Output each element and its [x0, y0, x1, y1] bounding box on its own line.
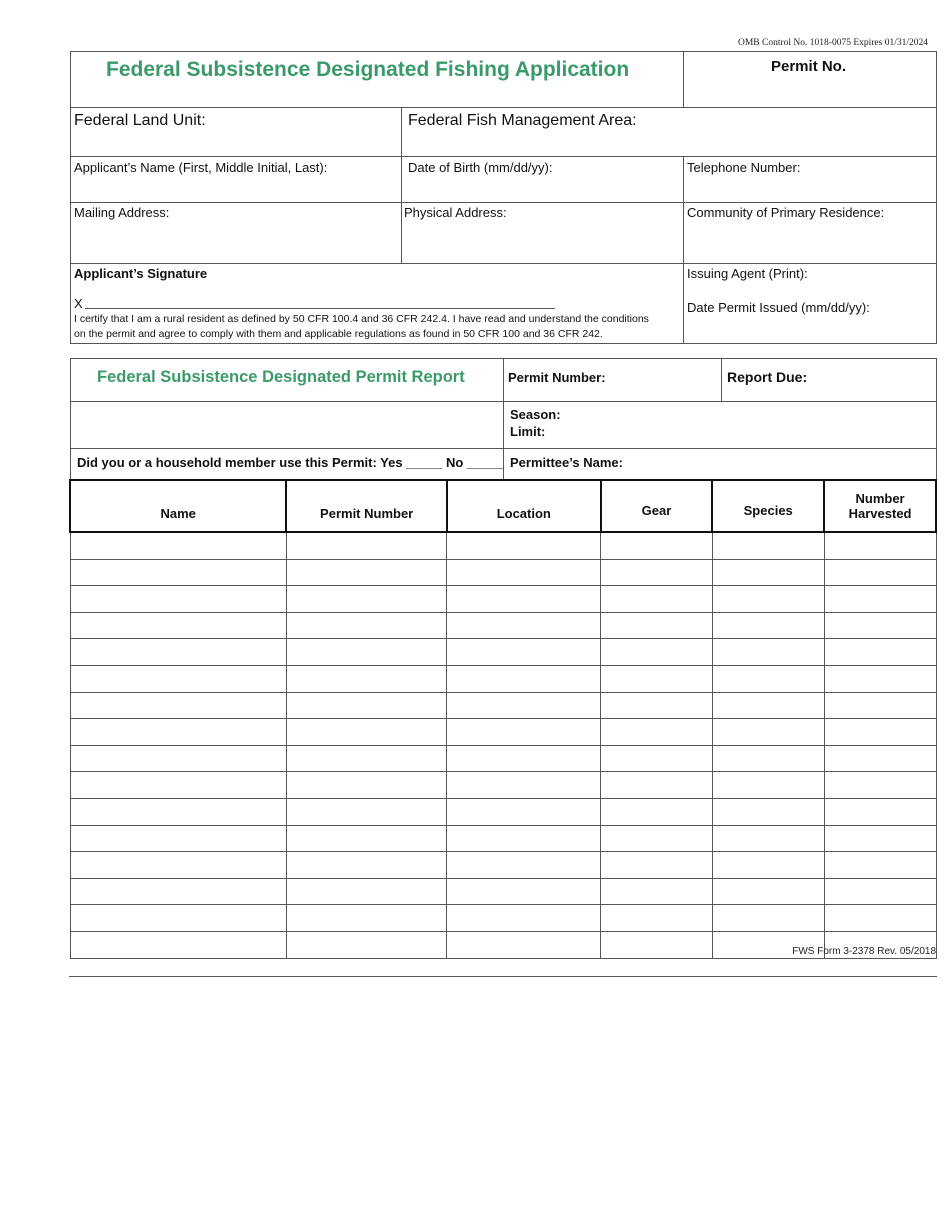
table-cell[interactable] [70, 878, 286, 905]
column-header-name: Name [70, 480, 286, 532]
divider [71, 202, 936, 203]
table-cell[interactable] [286, 612, 447, 639]
table-cell[interactable] [286, 692, 447, 719]
table-cell[interactable] [447, 745, 601, 772]
table-cell[interactable] [70, 905, 286, 932]
table-row [70, 559, 936, 586]
table-cell[interactable] [286, 878, 447, 905]
form-title: Federal Subsistence Designated Fishing Application [106, 58, 630, 81]
table-cell[interactable] [601, 905, 713, 932]
table-cell[interactable] [601, 825, 713, 852]
divider [71, 263, 936, 264]
table-row [70, 586, 936, 613]
table-row [70, 639, 936, 666]
table-cell[interactable] [447, 852, 601, 879]
table-cell[interactable] [286, 745, 447, 772]
table-cell[interactable] [824, 798, 936, 825]
table-cell[interactable] [70, 825, 286, 852]
table-row [70, 825, 936, 852]
table-cell[interactable] [601, 878, 713, 905]
date-issued-field[interactable]: Date Permit Issued (mm/dd/yy): [687, 300, 870, 315]
permit-report [70, 358, 937, 480]
table-cell[interactable] [824, 905, 936, 932]
certification-line-2: on the permit and agree to comply with them and applicable regulations as found in 50 CFR 100 and 36 CFR 242. [74, 328, 603, 340]
table-cell[interactable] [447, 532, 601, 559]
divider [401, 107, 402, 263]
table-row [70, 719, 936, 746]
table-cell[interactable] [712, 798, 824, 825]
issuing-agent-field[interactable]: Issuing Agent (Print): [687, 266, 808, 281]
table-cell[interactable] [70, 745, 286, 772]
community-field[interactable]: Community of Primary Residence: [687, 205, 885, 220]
column-header-number-harvested: Number Harvested [824, 480, 936, 532]
application-form [70, 51, 937, 344]
table-cell[interactable] [286, 532, 447, 559]
divider [683, 52, 684, 107]
table-cell[interactable] [824, 665, 936, 692]
column-header-location: Location [447, 480, 601, 532]
table-cell[interactable] [286, 586, 447, 613]
table-cell[interactable] [70, 719, 286, 746]
report-title: Federal Subsistence Designated Permit Report [97, 368, 465, 386]
table-cell[interactable] [712, 878, 824, 905]
table-cell[interactable] [601, 772, 713, 799]
permit-use-question[interactable]: Did you or a household member use this Permit: Yes _____ No _____ [77, 455, 504, 470]
table-cell[interactable] [824, 612, 936, 639]
table-cell[interactable] [601, 692, 713, 719]
table-cell[interactable] [286, 798, 447, 825]
table-row [70, 665, 936, 692]
table-cell[interactable] [601, 612, 713, 639]
table-cell[interactable] [447, 586, 601, 613]
table-cell[interactable] [824, 772, 936, 799]
table-cell[interactable] [70, 772, 286, 799]
table-cell[interactable] [824, 559, 936, 586]
table-cell[interactable] [824, 825, 936, 852]
divider [721, 359, 722, 401]
table-cell[interactable] [447, 719, 601, 746]
applicant-name-field[interactable]: Applicant’s Name (First, Middle Initial, Last): [74, 160, 328, 175]
table-cell[interactable] [601, 559, 713, 586]
table-cell[interactable] [70, 665, 286, 692]
table-cell[interactable] [286, 852, 447, 879]
table-cell[interactable] [70, 852, 286, 879]
table-cell[interactable] [712, 639, 824, 666]
table-cell[interactable] [447, 878, 601, 905]
phone-field[interactable]: Telephone Number: [687, 160, 801, 175]
table-row [70, 692, 936, 719]
table-cell[interactable] [601, 719, 713, 746]
form-number: FWS Form 3-2378 Rev. 05/2018 [792, 946, 936, 957]
table-cell[interactable] [712, 665, 824, 692]
permit-no-label: Permit No. [771, 58, 847, 75]
table-cell[interactable] [712, 586, 824, 613]
table-cell[interactable] [824, 639, 936, 666]
table-row [70, 532, 936, 559]
table-cell[interactable] [824, 852, 936, 879]
table-cell[interactable] [601, 586, 713, 613]
column-header-permit-number: Permit Number [286, 480, 447, 532]
table-cell[interactable] [70, 798, 286, 825]
table-cell[interactable] [447, 798, 601, 825]
table-cell[interactable] [286, 772, 447, 799]
table-cell[interactable] [601, 665, 713, 692]
table-row [70, 612, 936, 639]
table-cell[interactable] [447, 772, 601, 799]
signature-label: Applicant’s Signature [74, 266, 208, 281]
table-cell[interactable] [70, 532, 286, 559]
table-cell[interactable] [70, 931, 286, 958]
table-cell[interactable] [712, 719, 824, 746]
table-cell[interactable] [824, 532, 936, 559]
table-cell[interactable] [70, 692, 286, 719]
table-cell[interactable] [601, 639, 713, 666]
table-cell[interactable] [712, 825, 824, 852]
divider [683, 156, 684, 343]
table-cell[interactable] [286, 931, 447, 958]
table-cell[interactable] [70, 586, 286, 613]
table-cell[interactable] [712, 852, 824, 879]
table-cell[interactable] [70, 559, 286, 586]
table-cell[interactable] [286, 719, 447, 746]
permit-number-field[interactable]: Permit Number: [508, 370, 606, 385]
table-row [70, 772, 936, 799]
table-cell[interactable] [447, 639, 601, 666]
table-cell[interactable] [712, 612, 824, 639]
table-cell[interactable] [70, 639, 286, 666]
table-cell[interactable] [447, 905, 601, 932]
signature-line[interactable] [85, 308, 555, 309]
table-row [70, 798, 936, 825]
divider [503, 359, 504, 479]
divider [71, 107, 936, 108]
table-cell[interactable] [712, 532, 824, 559]
table-cell[interactable] [447, 692, 601, 719]
table-cell[interactable] [601, 852, 713, 879]
table-cell[interactable] [712, 772, 824, 799]
fish-area-field[interactable]: Federal Fish Management Area: [408, 112, 637, 129]
table-cell[interactable] [824, 586, 936, 613]
column-header-species: Species [712, 480, 824, 532]
land-unit-field[interactable]: Federal Land Unit: [74, 112, 206, 129]
divider [71, 448, 936, 449]
table-cell[interactable] [712, 745, 824, 772]
table-cell[interactable] [286, 905, 447, 932]
table-cell[interactable] [601, 798, 713, 825]
divider [71, 156, 936, 157]
table-cell[interactable] [286, 825, 447, 852]
table-cell[interactable] [712, 559, 824, 586]
omb-control-number: OMB Control No. 1018-0075 Expires 01/31/2024 [738, 38, 928, 48]
table-cell[interactable] [712, 692, 824, 719]
table-cell[interactable] [712, 905, 824, 932]
table-row [70, 852, 936, 879]
mailing-address-field[interactable]: Mailing Address: [74, 205, 170, 220]
table-cell[interactable] [824, 719, 936, 746]
table-cell[interactable] [447, 825, 601, 852]
table-cell[interactable] [447, 665, 601, 692]
physical-address-field[interactable]: Physical Address: [404, 205, 507, 220]
certification-line-1: I certify that I am a rural resident as defined by 50 CFR 100.4 and 36 CFR 242.4. I have read and understand the conditions [74, 313, 649, 325]
table-cell[interactable] [824, 878, 936, 905]
table-header-row [70, 480, 936, 532]
signature-mark: X [74, 296, 83, 311]
table-cell[interactable] [447, 931, 601, 958]
column-header-gear: Gear [601, 480, 713, 532]
table-cell[interactable] [824, 692, 936, 719]
table-row [70, 745, 936, 772]
table-cell[interactable] [286, 639, 447, 666]
table-row [70, 878, 936, 905]
table-cell[interactable] [601, 931, 713, 958]
table-row [70, 905, 936, 932]
report-due-field[interactable]: Report Due: [727, 369, 808, 385]
harvest-table [69, 479, 937, 959]
table-cell[interactable] [601, 532, 713, 559]
divider [71, 401, 936, 402]
table-cell[interactable] [286, 559, 447, 586]
table-cell[interactable] [601, 745, 713, 772]
bottom-rule [69, 976, 937, 977]
season-field[interactable]: Season: [510, 407, 561, 422]
table-cell[interactable] [70, 612, 286, 639]
table-cell[interactable] [447, 612, 601, 639]
table-cell[interactable] [286, 665, 447, 692]
table-cell[interactable] [824, 745, 936, 772]
dob-field[interactable]: Date of Birth (mm/dd/yy): [408, 160, 553, 175]
table-cell[interactable] [447, 559, 601, 586]
permittee-name-field[interactable]: Permittee’s Name: [510, 455, 623, 470]
limit-field[interactable]: Limit: [510, 424, 546, 439]
